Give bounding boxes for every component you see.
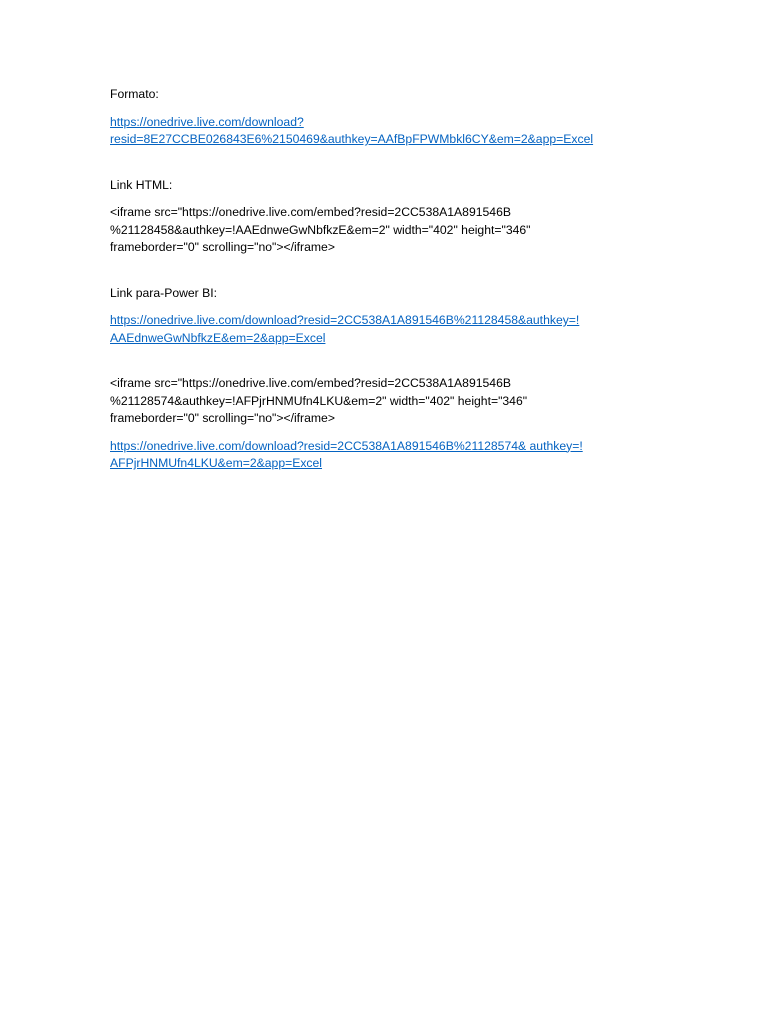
formato-link-paragraph <box>110 114 650 149</box>
html-code-1 <box>110 204 650 257</box>
powerbi-link-1[interactable] <box>110 312 650 347</box>
html-code-2 <box>110 375 650 428</box>
html-code-2-line-2: %21128574&authkey=!AFPjrHNMUfn4LKU&em=2" width="402" height="346" <box>110 393 528 408</box>
html-code-1-line-2: %21128458&authkey=!AAEdnweGwNbfkzE&em=2" width="402" height="346" <box>110 222 531 237</box>
formato-label: Formato: <box>110 87 159 101</box>
html-code-1-line-1: <iframe src="https://onedrive.live.com/embed?resid=2CC538A1A891546B <box>110 205 511 219</box>
powerbi-link-2-line-2: AFPjrHNMUfn4LKU&em=2&app=Excel <box>110 456 323 470</box>
powerbi-link-1-paragraph <box>110 312 650 347</box>
formato-link-line-1: https://onedrive.live.com/download? <box>110 114 304 129</box>
powerbi-link-2[interactable] <box>110 438 650 473</box>
powerbi-link-2-line-1: https://onedrive.live.com/download?resid=2CC538A1A891546B%21128574& authkey=! <box>110 438 583 453</box>
html-code-1-line-3: frameborder="0" scrolling="no"></iframe> <box>110 240 335 254</box>
powerbi-link-2-paragraph <box>110 438 650 473</box>
formato-link-line-2: resid=8E27CCBE026843E6%2150469&authkey=AAfBpFPWMbkl6CY&em=2&app=Excel <box>110 132 594 146</box>
html-code-2-line-3: frameborder="0" scrolling="no"></iframe> <box>110 411 335 425</box>
powerbi-link-1-line-1: https://onedrive.live.com/download?resid=2CC538A1A891546B%21128458&authkey=! <box>110 313 580 327</box>
powerbi-label: Link para-Power BI: <box>110 285 218 300</box>
powerbi-link-1-line-2: AAEdnweGwNbfkzE&em=2&app=Excel <box>110 330 326 345</box>
formato-link[interactable] <box>110 114 650 149</box>
document-body <box>110 86 650 483</box>
html-label: Link HTML: <box>110 177 173 192</box>
html-code-2-line-1: <iframe src="https://onedrive.live.com/embed?resid=2CC538A1A891546B <box>110 376 511 390</box>
